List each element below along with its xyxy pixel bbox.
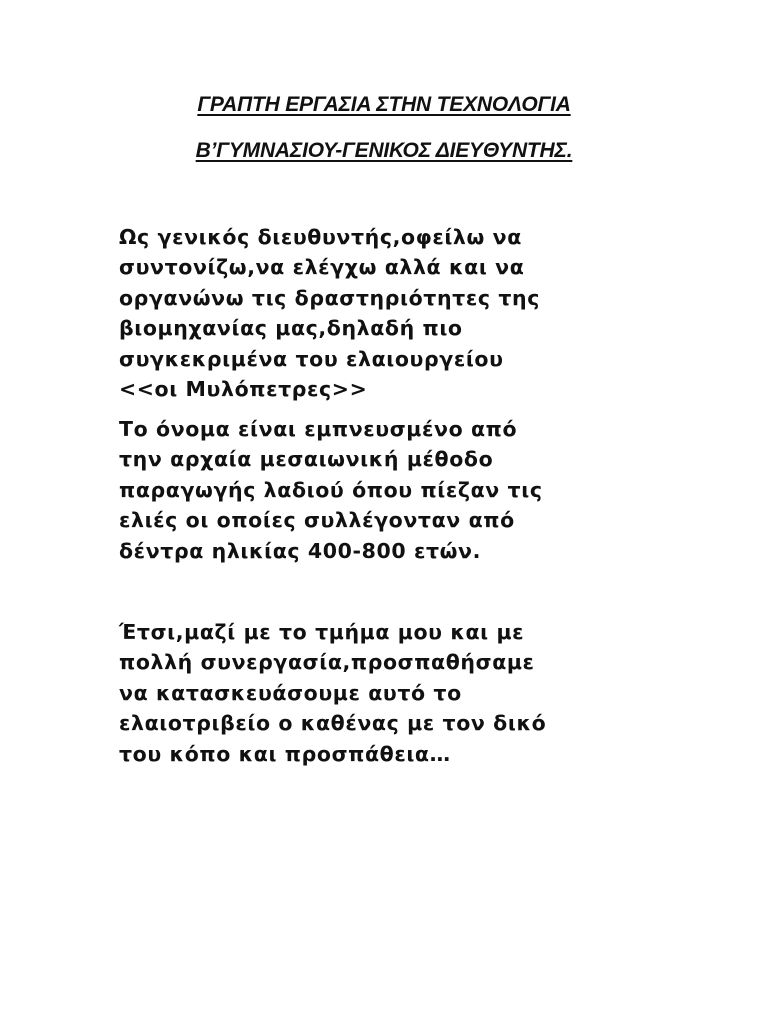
paragraph-line: συγκεκριμένα του ελαιουργείου [119,346,504,371]
paragraph-line: την αρχαία μεσαιωνική μέθοδο [119,447,494,472]
paragraph-line: συντονίζω,να ελέγχω αλλά και να [119,255,525,280]
paragraph-line: παραγωγής λαδιού όπου πίεζαν τις [119,477,543,502]
document-title-line-2: Β’ΓΥΜΝΑΣΙΟΥ-ΓΕΝΙΚΟΣ ΔΙΕΥΘΥΝΤΗΣ. [195,139,573,162]
paragraph-line: του κόπο και προσπάθεια… [119,741,451,766]
paragraph-line: πολλή συνεργασία,προσπαθήσαμε [119,650,535,675]
paragraph-line: Το όνομα είναι εμπνευσμένο από [119,417,518,441]
paragraph-line: βιομηχανίας μας,δηλαδή πιο [119,316,463,341]
paragraph-line: ελαιοτριβείο ο καθένας με τον δικό [119,711,547,736]
paragraph-line: Ως γενικός διευθυντής,οφείλω να [119,225,522,249]
paragraph-line: οργανώνω τις δραστηριότητες της [119,285,540,310]
paragraph-line: <<οι Μυλόπετρες>> [119,377,368,402]
paragraph-line: ελιές οι οποίες συλλέγονταν από [119,508,515,533]
paragraph-1 [119,222,659,404]
document-title-line-1: ΓΡΑΠΤΗ ΕΡΓΑΣΙΑ ΣΤΗΝ ΤΕΧΝΟΛΟΓΙΑ [197,93,571,116]
paragraph-2 [119,414,659,566]
paragraph-3 [119,617,659,769]
paragraph-line: δέντρα ηλικίας 400-800 ετών. [119,538,482,563]
paragraph-line: Έτσι,μαζί με το τμήμα μου και με [119,620,525,644]
paragraph-line: να κατασκευάσουμε αυτό το [119,680,462,705]
